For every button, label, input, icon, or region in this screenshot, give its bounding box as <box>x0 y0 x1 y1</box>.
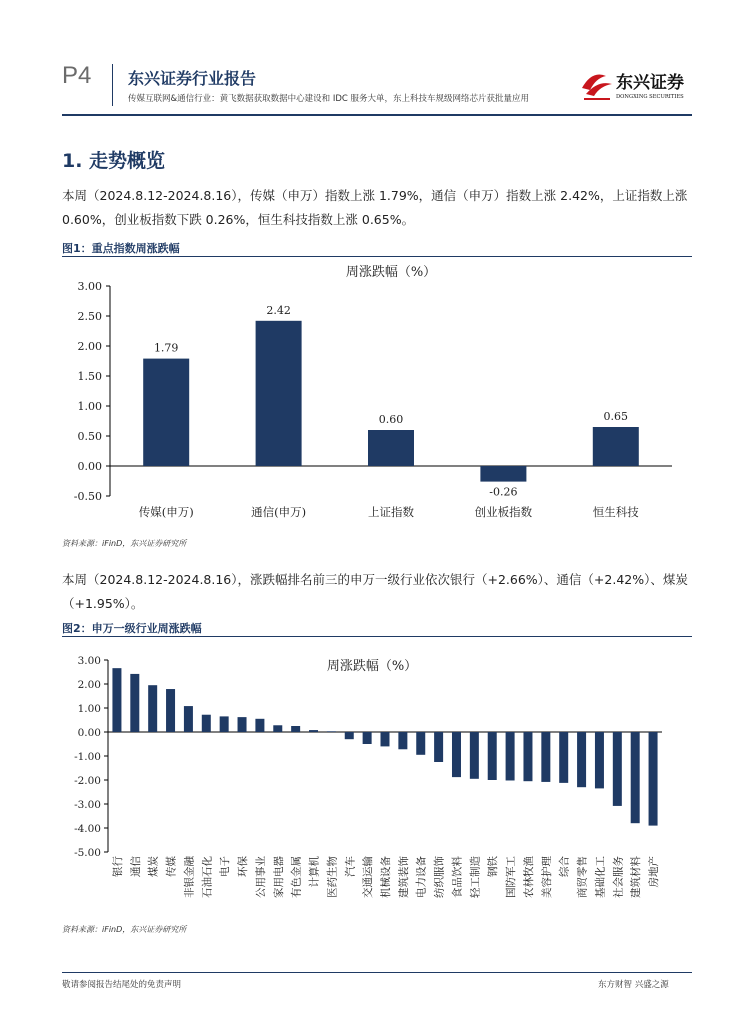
data-label: 0.65 <box>603 410 629 423</box>
bar <box>649 732 658 826</box>
bar <box>273 725 282 732</box>
bar <box>541 732 550 782</box>
x-tick-label: 汽车 <box>344 856 357 877</box>
x-tick-label: 创业板指数 <box>474 505 533 519</box>
bar <box>255 719 264 732</box>
y-tick-label: -1.00 <box>74 751 101 763</box>
y-tick-label: 0.50 <box>77 430 102 443</box>
footer-rule <box>62 972 692 973</box>
bar <box>434 732 443 762</box>
bar <box>363 732 372 744</box>
bar <box>256 321 302 466</box>
bar <box>523 732 532 781</box>
bar <box>148 685 157 732</box>
bar <box>398 732 407 749</box>
bar <box>577 732 586 787</box>
logo-sub: DONGXING SECURITIES <box>616 94 684 100</box>
y-tick-label: 1.00 <box>77 400 102 413</box>
logo-text: 东兴证券 <box>616 73 684 93</box>
x-tick-label: 美容护理 <box>540 856 553 898</box>
industry-paragraph: 本周（2024.8.12-2024.8.16），涨跌幅排名前三的申万一级行业依次银行（+2.66%）、通信（+2.42%）、煤炭（+1.95%）。 <box>62 572 688 611</box>
industry-weekly-change-chart <box>62 640 692 912</box>
index-weekly-change-chart <box>62 258 692 530</box>
bar <box>595 732 604 788</box>
bar <box>166 689 175 732</box>
bar <box>202 715 211 732</box>
x-tick-label: 农林牧渔 <box>522 856 535 898</box>
bar <box>559 732 568 783</box>
y-tick-label: 2.00 <box>77 679 101 691</box>
y-tick-label: -3.00 <box>74 799 101 811</box>
x-tick-label: 环保 <box>237 856 250 877</box>
bar <box>470 732 479 779</box>
bar <box>238 717 247 732</box>
section-title: 1. 走势概览 <box>62 150 166 172</box>
data-label: 1.79 <box>153 341 179 355</box>
bar <box>291 726 300 732</box>
bar <box>220 716 229 732</box>
x-tick-label: 公用事业 <box>254 856 267 898</box>
bar <box>184 706 193 732</box>
x-tick-label: 食品饮料 <box>451 856 464 898</box>
bar <box>416 732 425 755</box>
dongxing-logo <box>580 66 695 102</box>
x-tick-label: 基础化工 <box>594 856 607 898</box>
report-subtitle: 传媒互联网&通信行业：黄飞数据获取数据中心建设和 IDC 服务大单，东上科技车规级网络芯片获批量应用 <box>128 94 530 104</box>
x-tick-label: 建筑装饰 <box>397 856 410 898</box>
y-tick-label: 1.50 <box>77 370 102 383</box>
page-number: P4 <box>62 62 92 89</box>
figure2-rule <box>62 636 692 637</box>
x-tick-label: 电子 <box>219 856 232 877</box>
figure2-caption: 图2：申万一级行业周涨跌幅 <box>62 622 202 635</box>
logo-mark-icon <box>582 75 612 100</box>
bar <box>506 732 515 780</box>
x-tick-label: 恒生科技 <box>592 505 639 519</box>
y-tick-label: 0.00 <box>77 460 102 473</box>
data-label: -0.26 <box>489 485 518 499</box>
y-tick-label: 2.00 <box>77 340 102 353</box>
figure1-source: 资料来源：iFinD，东兴证券研究所 <box>62 539 187 548</box>
x-tick-label: 建筑材料 <box>630 856 643 898</box>
x-tick-label: 有色金属 <box>290 856 303 898</box>
x-tick-label: 社会服务 <box>612 856 625 898</box>
x-tick-label: 上证指数 <box>368 505 414 519</box>
x-tick-label: 商贸零售 <box>576 856 589 898</box>
bar <box>593 427 639 466</box>
bar <box>143 359 189 466</box>
bar <box>309 730 318 732</box>
y-tick-label: 1.00 <box>77 703 101 715</box>
y-tick-label: -0.50 <box>73 490 102 503</box>
data-label: 2.42 <box>266 303 291 317</box>
x-tick-label: 石油石化 <box>201 856 214 898</box>
bar <box>488 732 497 780</box>
x-tick-label: 电力设备 <box>415 856 428 898</box>
bar <box>381 732 390 746</box>
x-tick-label: 钢铁 <box>487 856 500 877</box>
bar <box>631 732 640 823</box>
x-tick-label: 医药生物 <box>326 856 339 898</box>
x-tick-label: 房地产 <box>648 856 661 888</box>
x-tick-label: 通信(申万) <box>251 505 307 519</box>
y-tick-label: -5.00 <box>74 847 101 859</box>
x-tick-label: 传媒 <box>165 856 178 877</box>
x-tick-label: 交通运输 <box>362 856 375 898</box>
bar <box>327 731 336 732</box>
footer-slogan: 东方财智 兴盛之源 <box>598 980 669 990</box>
x-tick-label: 煤炭 <box>147 856 160 877</box>
y-tick-label: 2.50 <box>77 310 102 323</box>
report-title: 东兴证券行业报告 <box>128 69 257 88</box>
bar <box>452 732 461 777</box>
footer-disclaimer: 敬请参阅报告结尾处的免责声明 <box>62 980 182 990</box>
bar <box>345 732 354 739</box>
chart-title: 周涨跌幅（%） <box>345 265 437 280</box>
x-tick-label: 家用电器 <box>272 856 285 898</box>
x-tick-label: 银行 <box>111 856 124 877</box>
x-tick-label: 传媒(申万) <box>138 505 194 519</box>
y-tick-label: -4.00 <box>74 823 101 835</box>
chart-title: 周涨跌幅（%） <box>326 659 418 674</box>
overview-paragraph: 本周（2024.8.12-2024.8.16），传媒（申万）指数上涨 1.79%，通信（申万）指数上涨 2.42%，上证指数上涨 0.60%，创业板指数下跌 0.26%，恒生科技指数上涨 0.65%。 <box>62 188 688 227</box>
data-label: 0.60 <box>378 413 404 426</box>
x-tick-label: 国防军工 <box>505 856 518 898</box>
figure1-caption: 图1：重点指数周涨跌幅 <box>62 242 180 255</box>
bar <box>112 668 121 732</box>
x-tick-label: 非银金融 <box>183 856 196 898</box>
y-tick-label: 0.00 <box>77 727 101 739</box>
x-tick-label: 通信 <box>129 856 142 877</box>
x-tick-label: 综合 <box>558 856 571 877</box>
x-tick-label: 计算机 <box>308 856 321 888</box>
x-tick-label: 机械设备 <box>380 856 392 898</box>
bar <box>480 466 526 482</box>
y-tick-label: -2.00 <box>74 775 101 787</box>
bar <box>613 732 622 806</box>
figure2-source: 资料来源：iFinD，东兴证券研究所 <box>62 925 187 934</box>
y-tick-label: 3.00 <box>77 280 102 293</box>
y-tick-label: 3.00 <box>77 655 101 667</box>
x-tick-label: 轻工制造 <box>469 856 482 898</box>
header-divider <box>112 64 113 106</box>
bar <box>368 430 414 466</box>
header-rule <box>62 114 692 116</box>
figure1-rule <box>62 256 692 257</box>
x-tick-label: 纺织服饰 <box>433 856 446 898</box>
bar <box>130 674 139 732</box>
